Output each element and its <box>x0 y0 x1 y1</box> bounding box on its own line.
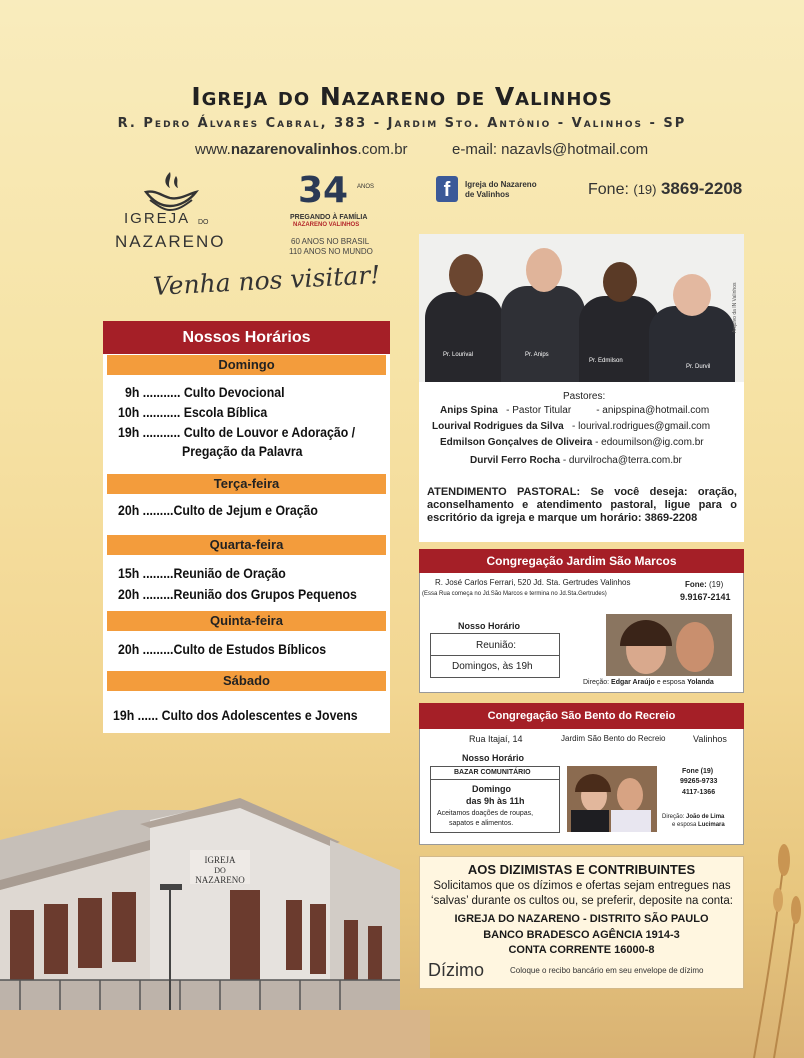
flame-dove-logo-icon <box>140 166 200 216</box>
phone-label: Fone (19) <box>682 768 714 775</box>
couple-photo <box>567 766 657 832</box>
facebook-label-line1: Igreja do Nazareno <box>465 180 537 189</box>
horario-title: Nosso Horário <box>458 621 521 631</box>
congregation-address: R. José Carlos Ferrari, 520 Jd. Sta. Gertrudes Valinhos <box>435 578 631 587</box>
phone-number: 3869-2208 <box>660 179 743 198</box>
schedule-item: 19h ........... Culto de Louvor e Adoração / <box>118 424 356 440</box>
horario-when: Domingos, às 19h <box>452 661 533 672</box>
website[interactable] <box>195 141 408 158</box>
phone-ddd: (19) <box>709 580 724 589</box>
photo-caption: Pr. Lourival <box>443 352 474 358</box>
pastor-email[interactable]: - edoumilson@ig.com.br <box>595 437 704 448</box>
bank-line: BANCO BRADESCO AGÊNCIA 1914-3 <box>483 929 680 941</box>
page-title: Igreja do Nazareno de Valinhos <box>191 82 613 111</box>
photo-credit: Arquivo da IN Valinhos <box>732 282 738 333</box>
direcao-label: Direção: <box>662 814 685 820</box>
pastor-row <box>440 437 704 448</box>
day-domingo: Domingo <box>107 355 386 375</box>
horario-reuniao: Reunião: <box>476 640 517 651</box>
couple-photo <box>606 614 732 676</box>
phone-label: Fone: <box>685 580 707 589</box>
schedule-item: Pregação da Palavra <box>182 443 303 459</box>
horario-title: Nosso Horário <box>462 753 525 763</box>
photo-caption: Pr. Durvil <box>686 364 711 370</box>
pastor-role: - Pastor Titular <box>506 405 572 416</box>
direcao <box>672 822 725 828</box>
pastors-photo <box>419 234 744 382</box>
direcao <box>662 814 724 820</box>
horario-divider <box>430 655 560 656</box>
bazar-donations: Aceitamos doações de roupas, <box>437 810 534 817</box>
website-domain: nazarenovalinhos <box>230 141 358 158</box>
website-suffix: .com.br <box>357 141 408 158</box>
schedule-item: 15h .........Reunião de Oração <box>118 565 286 581</box>
facebook-label-line2: de Valinhos <box>465 190 510 199</box>
direcao-name: Edgar Araújo <box>611 679 655 686</box>
congregation-title: Congregação São Bento do Recreio <box>419 703 744 729</box>
pastor-name: Anips Spina <box>440 405 498 416</box>
day-quinta: Quinta-feira <box>107 611 386 631</box>
anniversary-anos: ANOS <box>357 184 375 190</box>
congregation-district: Jardim São Bento do Recreio <box>561 734 666 743</box>
tithe-receipt-note: Coloque o recibo bancário em seu envelope de dízimo <box>510 966 704 975</box>
pastor-email[interactable]: - durvilrocha@terra.com.br <box>562 455 682 466</box>
logo-igreja-text: IGREJA <box>124 210 191 227</box>
anniversary-number: 34 <box>298 170 349 211</box>
direcao-name: Yolanda <box>687 679 714 686</box>
bank-line: CONTA CORRENTE 16000-8 <box>508 944 655 956</box>
church-sign-line: IGREJA <box>204 855 236 865</box>
direcao-label: Direção: <box>583 679 610 686</box>
direcao-name: João de Lima <box>686 814 725 820</box>
direcao-mid: e esposa <box>656 679 686 686</box>
logo-do-text: DO <box>198 219 209 226</box>
tithe-word: Dízimo <box>428 960 485 980</box>
congregation-city: Valinhos <box>693 734 727 744</box>
day-sabado: Sábado <box>107 671 386 691</box>
pastor-email[interactable]: - lourival.rodrigues@gmail.com <box>572 421 711 432</box>
bazar-hours: das 9h às 11h <box>466 796 525 806</box>
schedule-item: 19h ...... Culto dos Adolescentes e Jovens <box>113 707 358 723</box>
bazar-day: Domingo <box>472 784 511 794</box>
pastor-name: Durvil Ferro Rocha <box>470 455 561 466</box>
schedule-item: 10h ........... Escola Bíblica <box>118 404 268 420</box>
church-address: R. Pedro Álvares Cabral, 383 - Jardim Sto. Antônio - Valinhos - SP <box>117 116 687 131</box>
schedule-title: Nossos Horários <box>103 321 390 354</box>
pastors-heading: Pastores: <box>563 391 606 402</box>
congregation-title: Congregação Jardim São Marcos <box>419 549 744 573</box>
pastor-row <box>432 421 710 432</box>
church-sign-line: DO <box>214 866 226 875</box>
schedule-item: 20h .........Reunião dos Grupos Pequenos <box>118 586 357 602</box>
schedule-item: 20h .........Culto de Estudos Bíblicos <box>118 641 327 657</box>
website-prefix: www. <box>195 141 231 158</box>
church-sign-line: NAZARENO <box>195 875 245 885</box>
congregation-phone-label <box>685 580 723 589</box>
congregation-phone: 4117-1366 <box>682 789 716 796</box>
anniversary-slogan: PREGANDO À FAMÍLIA <box>290 214 368 221</box>
tithe-title: AOS DIZIMISTAS E CONTRIBUINTES <box>467 862 696 877</box>
years-world: 110 ANOS NO MUNDO <box>289 247 373 256</box>
facebook-icon[interactable]: f <box>436 176 458 202</box>
anniversary-subtitle: NAZARENO VALINHOS <box>293 222 360 228</box>
pastor-name: Edmilson Gonçalves de Oliveira <box>440 437 593 448</box>
wheat-decoration-icon <box>744 820 804 1058</box>
pastor-row <box>470 455 682 466</box>
bazar-donations: sapatos e alimentos. <box>449 820 514 827</box>
congregation-phone: 9.9167-2141 <box>680 592 731 602</box>
day-terca: Terça-feira <box>107 474 386 494</box>
email[interactable]: e-mail: nazavls@hotmail.com <box>452 141 649 158</box>
congregation-phone: 99265-9733 <box>680 778 718 785</box>
photo-caption: Pr. Edmilson <box>589 358 623 364</box>
church-building-illustration <box>0 780 430 1058</box>
direcao-name: Lucimara <box>698 822 725 828</box>
years-brazil: 60 ANOS NO BRASIL <box>291 237 370 246</box>
tithe-text: Solicitamos que os dízimos e ofertas sejam entregues nas ‘salvas’ durante os cultos ou, se preferir, deposite na conta: <box>431 880 733 907</box>
day-quarta: Quarta-feira <box>107 535 386 555</box>
logo-nazareno-text: NAZARENO <box>115 232 226 251</box>
pastoral-service-text: ATENDIMENTO PASTORAL: Se você deseja: oração, aconselhamento e atendimento pastoral, ligue para o escritório da igreja e marque um horário: 3869-2208 <box>427 486 737 524</box>
photo-caption: Pr. Anips <box>525 352 549 358</box>
congregation-note: (Essa Rua começa no Jd.São Marcos e termina no Jd.Sta.Gertrudes) <box>422 591 607 597</box>
bank-line: IGREJA DO NAZARENO - DISTRITO SÃO PAULO <box>454 913 709 925</box>
direcao-mid: e esposa <box>672 822 697 828</box>
pastor-email[interactable]: - anipspina@hotmail.com <box>596 405 710 416</box>
phone <box>588 179 742 199</box>
schedule-item: 20h .........Culto de Jejum e Oração <box>118 502 318 518</box>
congregation-street: Rua Itajaí, 14 <box>469 734 523 744</box>
pastor-row <box>440 405 709 416</box>
slogan: Venha nos visitar! <box>152 260 381 301</box>
phone-label: Fone: <box>588 181 629 198</box>
schedule-item: 9h ........... Culto Devocional <box>125 384 285 400</box>
bazar-divider <box>430 779 560 780</box>
phone-ddd: (19) <box>633 182 657 197</box>
bazar-title: BAZAR COMUNITÁRIO <box>454 769 531 776</box>
direcao <box>583 679 714 686</box>
pastor-name: Lourival Rodrigues da Silva <box>432 421 564 432</box>
